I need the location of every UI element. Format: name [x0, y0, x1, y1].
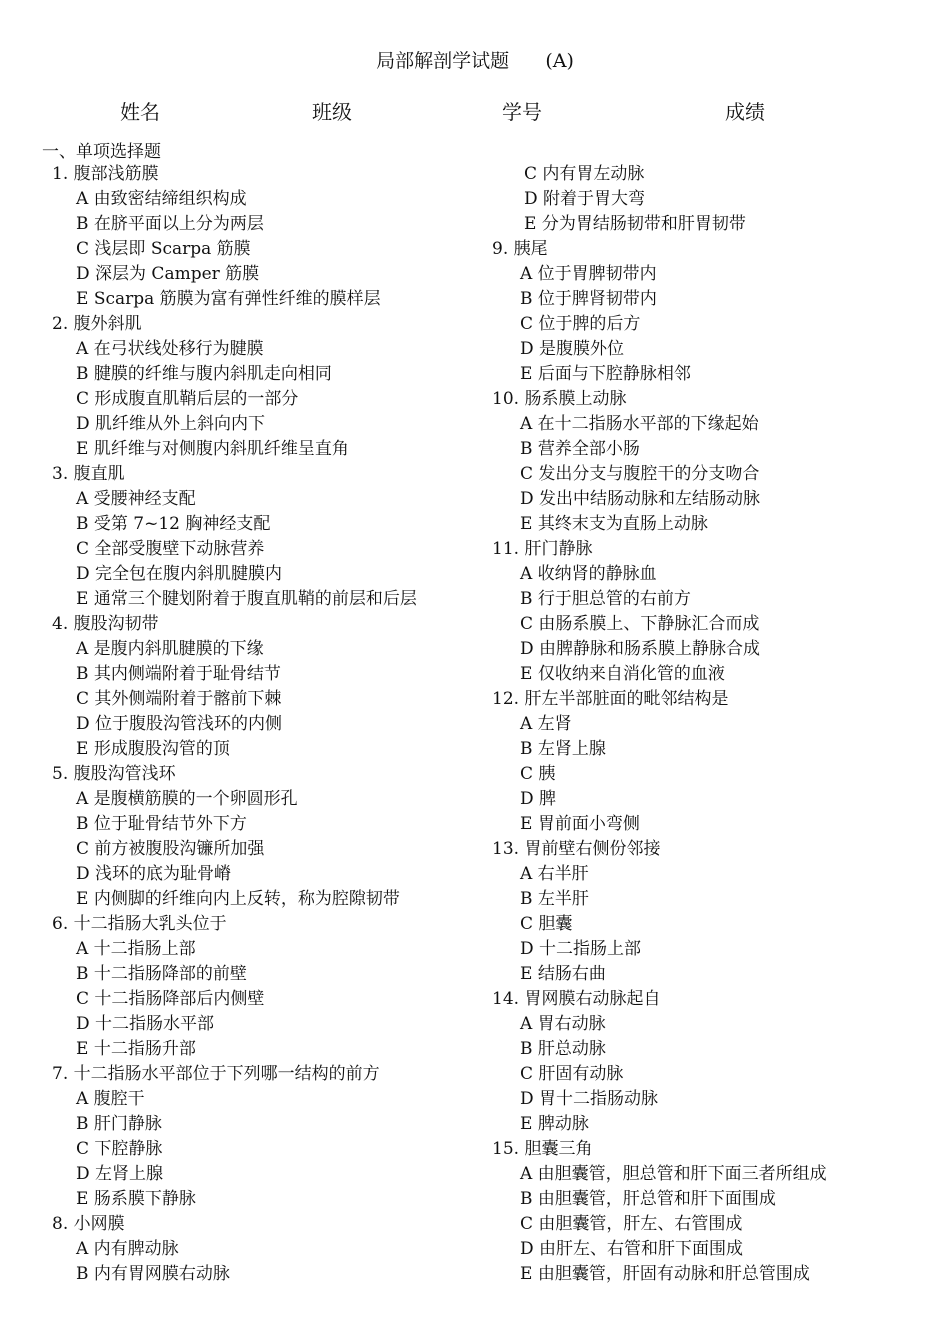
question-stem: 1. 腹部浅筋膜: [52, 164, 159, 184]
answer-option: E 其终末支为直肠上动脉: [520, 514, 708, 534]
answer-option: E 脾动脉: [520, 1114, 589, 1134]
answer-option: E Scarpa 筋膜为富有弹性纤维的膜样层: [76, 289, 381, 309]
left-question-column: [52, 162, 492, 1287]
answer-option: E 肠系膜下静脉: [76, 1189, 196, 1209]
answer-option: D 浅环的底为耻骨嵴: [76, 864, 232, 884]
answer-option: D 十二指肠上部: [520, 939, 642, 959]
answer-option: B 肝门静脉: [76, 1114, 162, 1134]
answer-option: C 胰: [520, 764, 556, 784]
question-stem: 5. 腹股沟管浅环: [52, 764, 176, 784]
question-stem: 13. 胃前壁右侧份邻接: [492, 839, 661, 859]
answer-option: C 由胆囊管，肝左、右管围成: [520, 1214, 743, 1234]
answer-option: B 左肾上腺: [520, 739, 606, 759]
answer-option: B 肝总动脉: [520, 1039, 606, 1059]
answer-option: A 收纳肾的静脉血: [520, 564, 657, 584]
answer-option: A 胃右动脉: [520, 1014, 606, 1034]
question-stem: 3. 腹直肌: [52, 464, 125, 484]
answer-option: A 是腹横筋膜的一个卵圆形孔: [76, 789, 298, 809]
answer-option: C 位于脾的后方: [520, 314, 641, 334]
answer-option: E 后面与下腔静脉相邻: [520, 364, 691, 384]
answer-option: D 发出中结肠动脉和左结肠动脉: [520, 489, 761, 509]
answer-option: C 前方被腹股沟镰所加强: [76, 839, 265, 859]
question-stem: 15. 胆囊三角: [492, 1139, 593, 1159]
answer-option: B 受第 7~12 胸神经支配: [76, 514, 271, 534]
answer-option: C 胆囊: [520, 914, 573, 934]
exam-title: 局部解剖学试题 (A): [376, 50, 574, 72]
answer-option: E 由胆囊管，肝固有动脉和肝总管围成: [520, 1264, 810, 1284]
answer-option: B 十二指肠降部的前壁: [76, 964, 247, 984]
question-stem: 7. 十二指肠水平部位于下列哪一结构的前方: [52, 1064, 380, 1084]
question-stem: 14. 胃网膜右动脉起自: [492, 989, 661, 1009]
answer-option: B 由胆囊管，肝总管和肝下面围成: [520, 1189, 776, 1209]
answer-option: D 完全包在腹内斜肌腱膜内: [76, 564, 283, 584]
question-stem: 8. 小网膜: [52, 1214, 125, 1234]
answer-option: D 十二指肠水平部: [76, 1014, 215, 1034]
answer-option: D 左肾上腺: [76, 1164, 164, 1184]
section-title: 一、单项选择题: [42, 142, 161, 162]
answer-option: C 下腔静脉: [76, 1139, 163, 1159]
answer-option: C 浅层即 Scarpa 筋膜: [76, 239, 251, 259]
answer-option: D 由肝左、右管和肝下面围成: [520, 1239, 744, 1259]
answer-option: B 位于脾肾韧带内: [520, 289, 657, 309]
question-stem: 11. 肝门静脉: [492, 539, 593, 559]
answer-option: D 由脾静脉和肠系膜上静脉合成: [520, 639, 761, 659]
answer-option: C 内有胃左动脉: [524, 164, 645, 184]
name-label: 姓名: [120, 100, 160, 124]
answer-option: B 行于胆总管的右前方: [520, 589, 691, 609]
answer-option: E 内侧脚的纤维向内上反转，称为腔隙韧带: [76, 889, 400, 909]
question-stem: 9. 胰尾: [492, 239, 548, 259]
answer-option: A 腹腔干: [76, 1089, 145, 1109]
answer-option: E 肌纤维与对侧腹内斜肌纤维呈直角: [76, 439, 349, 459]
answer-option: C 十二指肠降部后内侧壁: [76, 989, 265, 1009]
answer-option: B 营养全部小肠: [520, 439, 640, 459]
answer-option: E 通常三个腱划附着于腹直肌鞘的前层和后层: [76, 589, 417, 609]
answer-option: E 胃前面小弯侧: [520, 814, 640, 834]
answer-option: C 由肠系膜上、下静脉汇合而成: [520, 614, 760, 634]
answer-option: D 位于腹股沟管浅环的内侧: [76, 714, 283, 734]
answer-option: A 右半肝: [520, 864, 589, 884]
answer-option: B 在脐平面以上分为两层: [76, 214, 264, 234]
answer-option: D 胃十二指肠动脉: [520, 1089, 659, 1109]
answer-option: A 由胆囊管，胆总管和肝下面三者所组成: [520, 1164, 827, 1184]
answer-option: C 发出分支与腹腔干的分支吻合: [520, 464, 760, 484]
question-stem: 2. 腹外斜肌: [52, 314, 142, 334]
answer-option: C 形成腹直肌鞘后层的一部分: [76, 389, 299, 409]
answer-option: B 腱膜的纤维与腹内斜肌走向相同: [76, 364, 332, 384]
answer-option: E 形成腹股沟管的顶: [76, 739, 230, 759]
answer-option: D 肌纤维从外上斜向内下: [76, 414, 266, 434]
student-id-label: 学号: [502, 100, 542, 124]
right-question-column: [492, 162, 932, 1287]
answer-option: D 附着于胃大弯: [524, 189, 646, 209]
answer-option: C 其外侧端附着于髂前下棘: [76, 689, 282, 709]
answer-option: A 在弓状线处移行为腱膜: [76, 339, 264, 359]
answer-option: A 内有脾动脉: [76, 1239, 179, 1259]
answer-option: D 脾: [520, 789, 557, 809]
answer-option: A 十二指肠上部: [76, 939, 196, 959]
answer-option: E 十二指肠升部: [76, 1039, 196, 1059]
question-stem: 10. 肠系膜上动脉: [492, 389, 627, 409]
answer-option: A 左肾: [520, 714, 572, 734]
answer-option: A 受腰神经支配: [76, 489, 196, 509]
answer-option: B 内有胃网膜右动脉: [76, 1264, 230, 1284]
answer-option: C 全部受腹壁下动脉营养: [76, 539, 265, 559]
answer-option: B 左半肝: [520, 889, 589, 909]
answer-option: C 肝固有动脉: [520, 1064, 624, 1084]
answer-option: A 由致密结缔组织构成: [76, 189, 247, 209]
question-stem: 12. 肝左半部脏面的毗邻结构是: [492, 689, 729, 709]
answer-option: E 分为胃结肠韧带和肝胃韧带: [524, 214, 746, 234]
question-stem: 4. 腹股沟韧带: [52, 614, 159, 634]
class-label: 班级: [312, 100, 352, 124]
answer-option: E 结肠右曲: [520, 964, 606, 984]
answer-option: D 深层为 Camper 筋膜: [76, 264, 260, 284]
score-label: 成绩: [725, 100, 765, 124]
answer-option: B 其内侧端附着于耻骨结节: [76, 664, 281, 684]
answer-option: A 在十二指肠水平部的下缘起始: [520, 414, 759, 434]
answer-option: D 是腹膜外位: [520, 339, 625, 359]
question-stem: 6. 十二指肠大乳头位于: [52, 914, 227, 934]
answer-option: A 位于胃脾韧带内: [520, 264, 657, 284]
answer-option: B 位于耻骨结节外下方: [76, 814, 247, 834]
answer-option: A 是腹内斜肌腱膜的下缘: [76, 639, 264, 659]
answer-option: E 仅收纳来自消化管的血液: [520, 664, 725, 684]
